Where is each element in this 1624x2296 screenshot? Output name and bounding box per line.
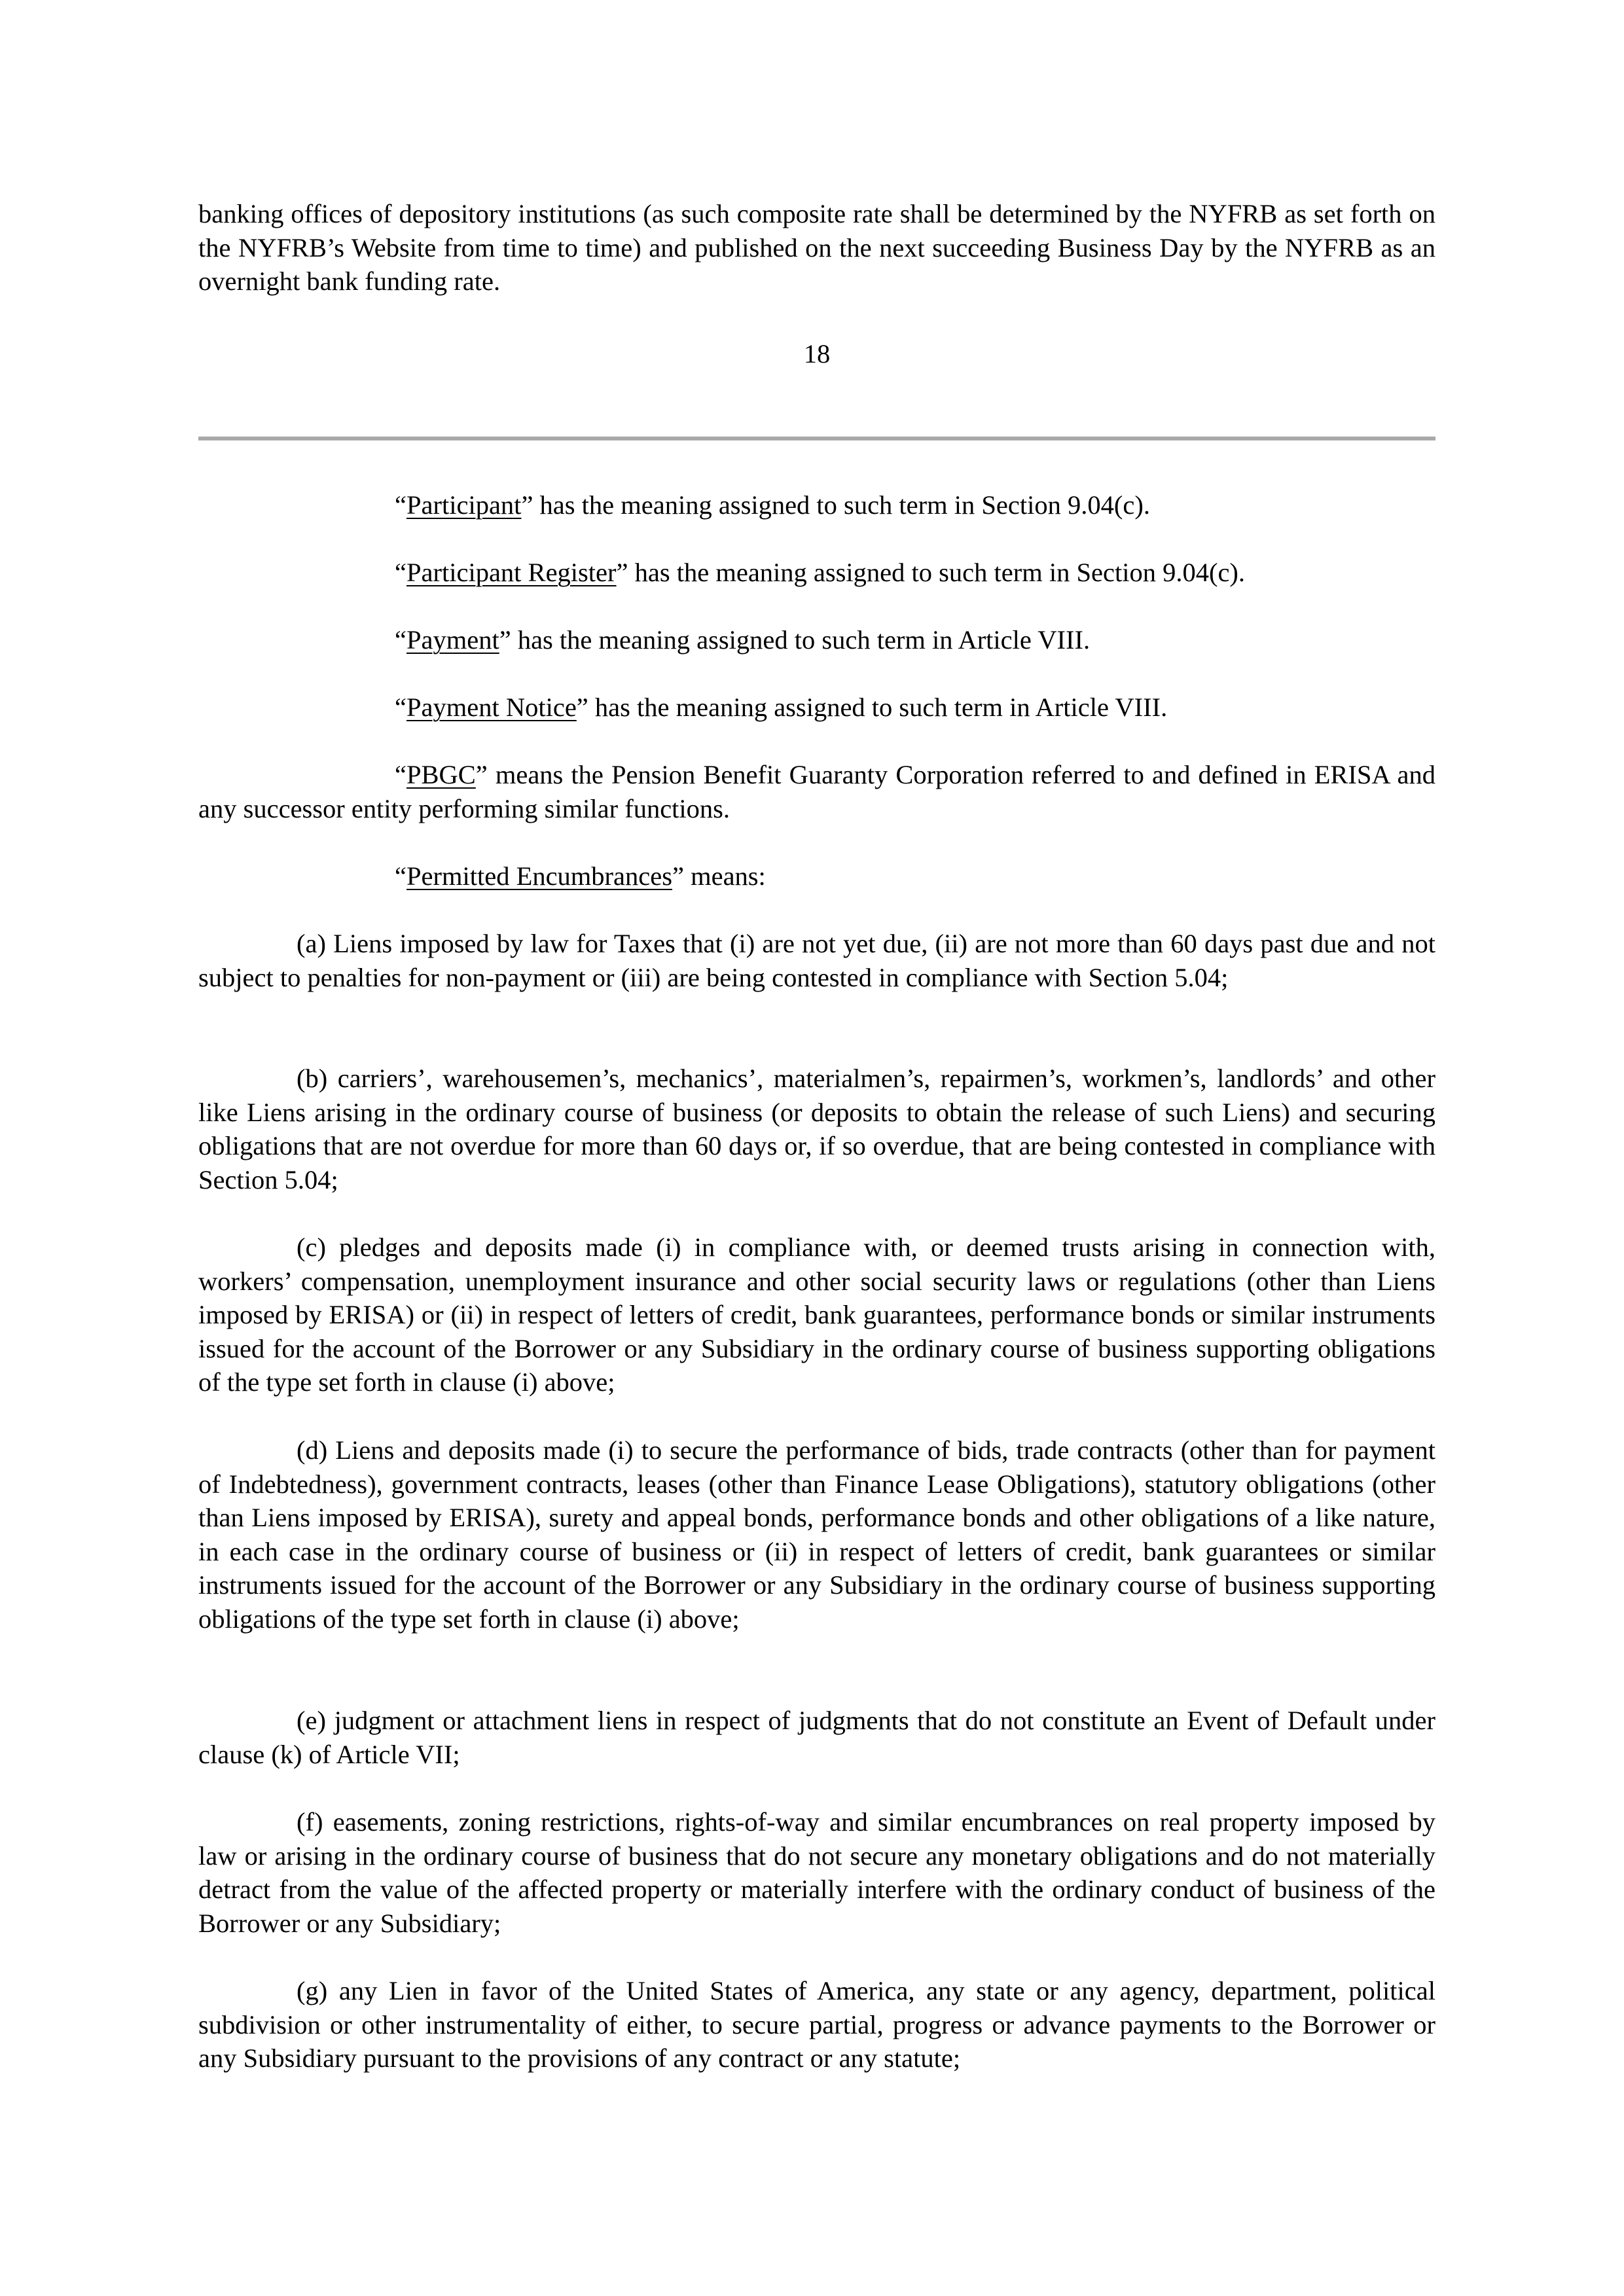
clause-f: (f) easements, zoning restrictions, rights-of-way and similar encumbrances on real property imposed by law or arising in the ordinary course of business that do not secure any monetary obligations and do not materially detract from the value of the affected property or materially interfere with the ordinary conduct of business of the Borrower or any Subsidiary; <box>198 1807 1435 1938</box>
clause-a: (a) Liens imposed by law for Taxes that (i) are not yet due, (ii) are not more than 60 days past due and not subject to penalties for non-payment or (iii) are being contested in compliance with Section 5.04; <box>198 929 1435 992</box>
top-paragraph: banking offices of depository institutions (as such composite rate shall be determined by the NYFRB as set forth on the NYFRB’s Website from time to time) and published on the next succeeding Business Day by the NYFRB as an overnight bank funding rate. <box>198 199 1435 296</box>
definition-pbgc: “PBGC” means the Pension Benefit Guaranty Corporation referred to and defined in ERISA and any successor entity performing similar functions. <box>198 760 1435 823</box>
defined-term: Permitted Encumbrances <box>406 861 672 891</box>
definition-participant-register: “Participant Register” has the meaning assigned to such term in Section 9.04(c). <box>395 558 1246 587</box>
definition-text: ” has the meaning assigned to such term in Article VIII. <box>576 692 1168 722</box>
defined-term: Participant <box>406 490 522 520</box>
definition-permitted-encumbrances: “Permitted Encumbrances” means: <box>395 861 766 891</box>
clause-b: (b) carriers’, warehousemen’s, mechanics’, materialmen’s, repairmen’s, workmen’s, landlords’ and other like Liens arising in the ordinary course of business (or deposits to obtain the release of such Liens) and securing obligations that are not overdue for more than 60 days or, if so overdue, that are being contested in compliance with Section 5.04; <box>198 1064 1435 1194</box>
defined-term: Participant Register <box>406 558 617 587</box>
definition-payment: “Payment” has the meaning assigned to such term in Article VIII. <box>395 625 1091 655</box>
clause-c: (c) pledges and deposits made (i) in compliance with, or deemed trusts arising in connection with, workers’ compensation, unemployment insurance and other social security laws or regulations (other than Liens imposed by ERISA) or (ii) in respect of letters of credit, bank guarantees, performance bonds or similar instruments issued for the account of the Borrower or any Subsidiary in the ordinary course of business supporting obligations of the type set forth in clause (i) above; <box>198 1232 1435 1397</box>
definition-text: ” has the meaning assigned to such term in Section 9.04(c). <box>521 490 1150 520</box>
definition-text: ” has the meaning assigned to such term in Article VIII. <box>499 625 1091 655</box>
definition-text: ” has the meaning assigned to such term in Section 9.04(c). <box>616 558 1246 587</box>
defined-term: Payment <box>406 625 499 655</box>
definition-payment-notice: “Payment Notice” has the meaning assigned to such term in Article VIII. <box>395 692 1168 722</box>
page-divider <box>198 437 1435 440</box>
clause-d: (d) Liens and deposits made (i) to secure the performance of bids, trade contracts (other than for payment of Indebtedness), government contracts, leases (other than Finance Lease Obligations), statutory obligations (other than Liens imposed by ERISA), surety and appeal bonds, performance bonds and other obligations of a like nature, in each case in the ordinary course of business or (ii) in respect of letters of credit, bank guarantees or similar instruments issued for the account of the Borrower or any Subsidiary in the ordinary course of business supporting obligations of the type set forth in clause (i) above; <box>198 1435 1435 1634</box>
defined-term: Payment Notice <box>406 692 577 722</box>
definition-participant: “Participant” has the meaning assigned to such term in Section 9.04(c). <box>395 490 1150 520</box>
definition-text: ” means: <box>672 861 766 891</box>
defined-term: PBGC <box>406 760 476 789</box>
page-number: 18 <box>803 339 831 368</box>
clause-e: (e) judgment or attachment liens in respect of judgments that do not constitute an Event of Default under clause (k) of Article VII; <box>198 1706 1435 1769</box>
clause-g: (g) any Lien in favor of the United States of America, any state or any agency, department, political subdivision or other instrumentality of either, to secure partial, progress or advance payments to the Borrower or any Subsidiary pursuant to the provisions of any contract or any statute; <box>198 1976 1435 2073</box>
definition-text: ” means the Pension Benefit Guaranty Corporation referred to and defined in ERISA and any successor entity performing similar functions. <box>198 760 1435 823</box>
